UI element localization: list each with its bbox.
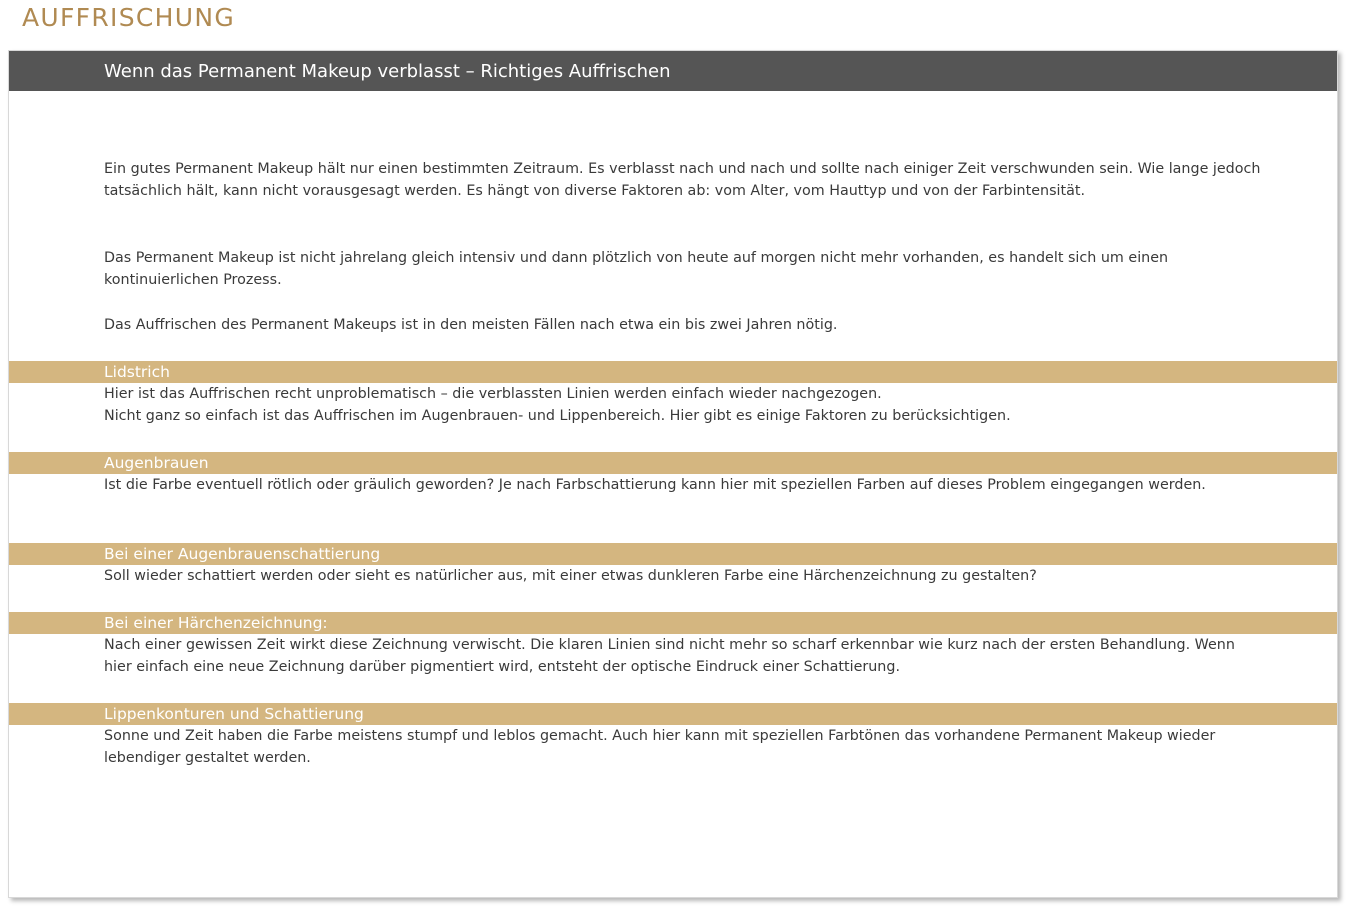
section-augenbrauen-text: Ist die Farbe eventuell rötlich oder gräulich geworden? Je nach Farbschattierung kann hier mit speziellen Farben auf dieses Problem eingegangen werden.	[104, 477, 1206, 493]
section-title: Lippenkonturen und Schattierung	[104, 705, 364, 723]
section-title: Bei einer Härchenzeichnung:	[104, 614, 328, 632]
section-haerchenzeichnung-text: Nach einer gewissen Zeit wirkt diese Zeichnung verwischt. Die klaren Linien sind nicht mehr so scharf erkennbar wie kurz nach der ersten Behandlung. Wenn hier einfach eine neue Zeichnung darüber pigmentiert wird, entsteht der optische Eindruck einer Schattierung.	[104, 637, 1235, 675]
panel-header-title: Wenn das Permanent Makeup verblasst – Richtiges Auffrischen	[104, 61, 671, 82]
panel-header	[9, 51, 1337, 91]
section-title: Lidstrich	[104, 363, 170, 381]
content-panel	[8, 50, 1338, 898]
section-title: Augenbrauen	[104, 454, 209, 472]
intro-paragraph-3: Das Auffrischen des Permanent Makeups ist in den meisten Fällen nach etwa ein bis zwei Jahren nötig.	[104, 317, 838, 333]
section-augenbrauenschattierung-text: Soll wieder schattiert werden oder sieht es natürlicher aus, mit einer etwas dunkleren Farbe eine Härchenzeichnung zu gestalten?	[104, 568, 1037, 584]
section-header-haerchenzeichnung	[9, 612, 1337, 634]
section-header-augenbrauen	[9, 452, 1337, 474]
intro-paragraph-2: Das Permanent Makeup ist nicht jahrelang gleich intensiv und dann plötzlich von heute auf morgen nicht mehr vorhanden, es handelt sich um einen kontinuierlichen Prozess.	[104, 250, 1169, 288]
intro-paragraph-1: Ein gutes Permanent Makeup hält nur einen bestimmten Zeitraum. Es verblasst nach und nach und sollte nach einiger Zeit verschwunden sein. Wie lange jedoch tatsächlich hält, kann nicht vorausgesagt werden. Es hängt von diverse Faktoren ab: vom Alter, vom Hauttyp und von der Farbintensität.	[104, 161, 1261, 199]
section-lidstrich-line-2: Nicht ganz so einfach ist das Auffrischen im Augenbrauen- und Lippenbereich. Hier gibt es einige Faktoren zu berücksichtigen.	[104, 408, 1011, 424]
section-header-lippenkonturen	[9, 703, 1337, 725]
section-title: Bei einer Augenbrauenschattierung	[104, 545, 381, 563]
section-lidstrich-line-1: Hier ist das Auffrischen recht unproblematisch – die verblassten Linien werden einfach wieder nachgezogen.	[104, 386, 882, 402]
section-lippenkonturen-text: Sonne und Zeit haben die Farbe meistens stumpf und leblos gemacht. Auch hier kann mit speziellen Farbtönen das vorhandene Permanent Makeup wieder lebendiger gestaltet werden.	[104, 728, 1216, 766]
section-header-lidstrich	[9, 361, 1337, 383]
page-title: AUFFRISCHUNG	[22, 3, 235, 32]
section-header-augenbrauenschattierung	[9, 543, 1337, 565]
